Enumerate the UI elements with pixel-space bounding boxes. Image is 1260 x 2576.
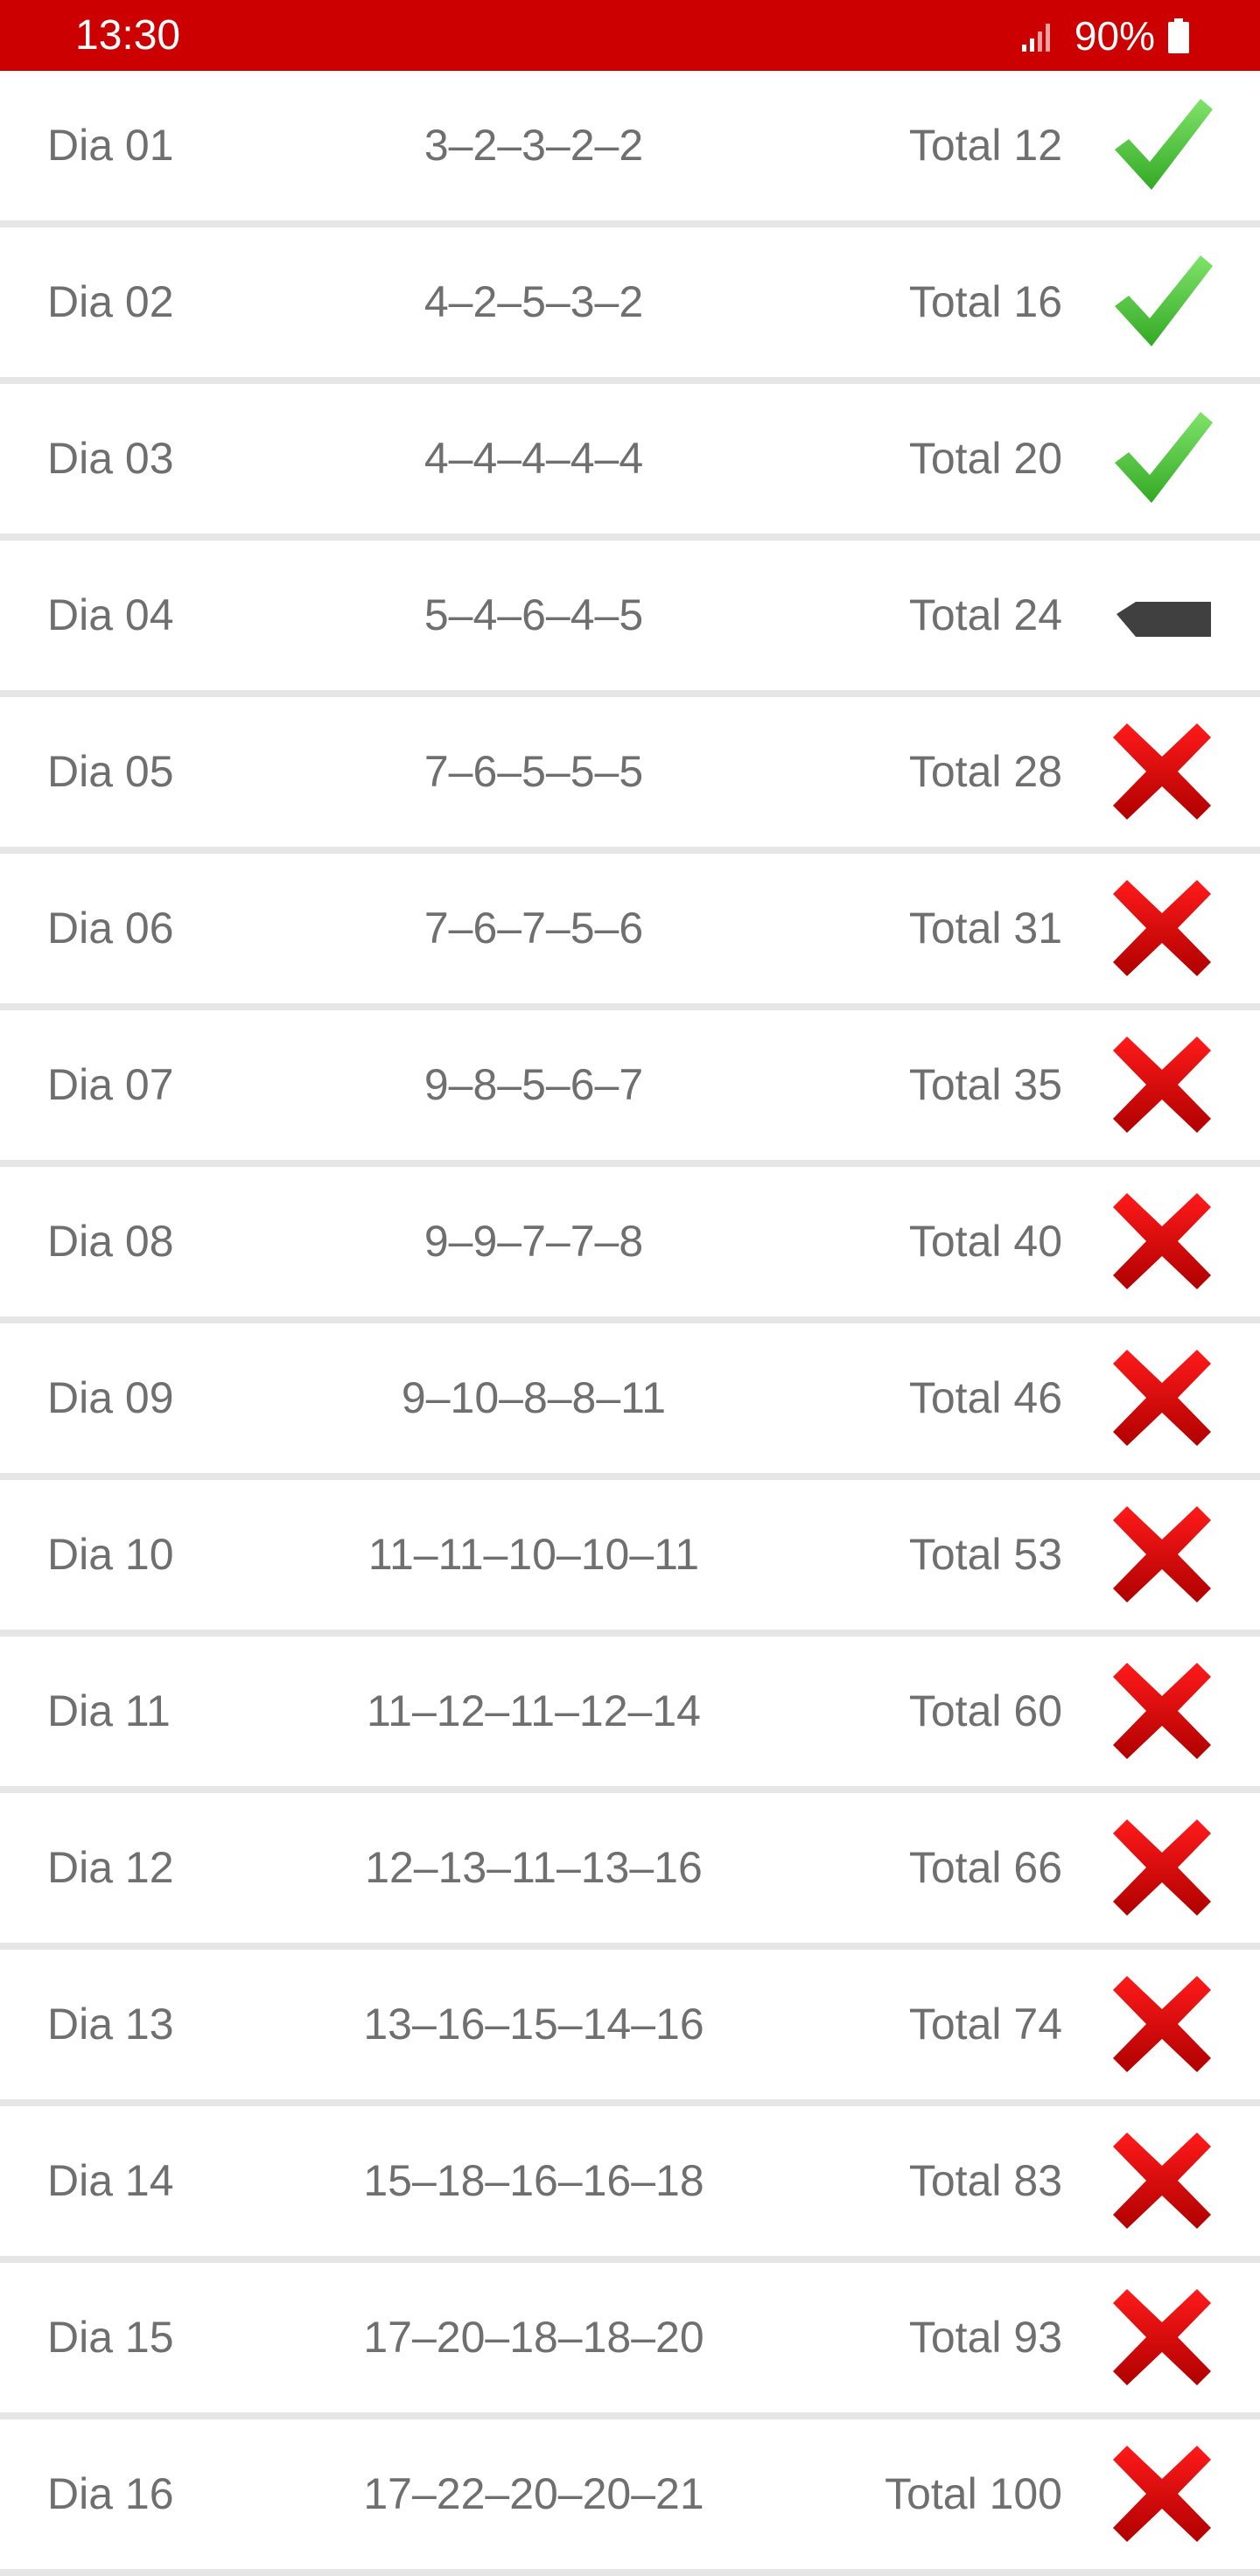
day-row[interactable]	[0, 2419, 1260, 2576]
cross-icon	[1110, 1191, 1214, 1292]
rep-sequence: 4–4–4–4–4	[424, 434, 644, 483]
day-row[interactable]	[0, 2263, 1260, 2419]
day-label: Dia 16	[47, 2469, 174, 2518]
workout-day-list	[0, 71, 1260, 2576]
cross-icon	[1110, 722, 1214, 822]
rep-sequence: 7–6–7–5–6	[424, 904, 644, 953]
day-total: Total 74	[908, 2000, 1062, 2049]
day-total: Total 46	[908, 1373, 1062, 1422]
day-label: Dia 15	[47, 2313, 174, 2362]
cross-icon	[1110, 1504, 1214, 1605]
rep-sequence: 9–8–5–6–7	[424, 1060, 644, 1109]
day-row[interactable]	[0, 227, 1260, 384]
rep-sequence: 17–22–20–20–21	[363, 2469, 704, 2518]
day-row[interactable]	[0, 854, 1260, 1010]
day-row[interactable]	[0, 2106, 1260, 2263]
rep-sequence: 11–12–11–12–14	[367, 1686, 701, 1735]
day-total: Total 16	[908, 277, 1062, 326]
cross-icon	[1110, 1974, 1214, 2075]
day-row[interactable]	[0, 1323, 1260, 1480]
checkmark-icon	[1110, 408, 1214, 509]
rep-sequence: 17–20–18–18–20	[363, 2313, 704, 2362]
day-label: Dia 05	[47, 747, 174, 796]
day-total: Total 66	[908, 1843, 1062, 1892]
status-bar	[0, 0, 1260, 71]
day-row[interactable]	[0, 1480, 1260, 1637]
day-row[interactable]	[0, 1010, 1260, 1167]
day-row[interactable]	[0, 1950, 1260, 2106]
day-label: Dia 08	[47, 1217, 174, 1266]
day-total: Total 53	[908, 1530, 1062, 1579]
rep-sequence: 9–9–7–7–8	[424, 1217, 644, 1266]
cross-icon	[1110, 1818, 1214, 1918]
rep-sequence: 12–13–11–13–16	[365, 1843, 703, 1892]
day-label: Dia 02	[47, 277, 174, 326]
day-label: Dia 12	[47, 1843, 174, 1892]
day-label: Dia 04	[47, 590, 174, 639]
status-time: 13:30	[75, 12, 181, 59]
day-label: Dia 03	[47, 434, 174, 483]
day-label: Dia 07	[47, 1060, 174, 1109]
day-row[interactable]	[0, 71, 1260, 227]
day-row[interactable]	[0, 541, 1260, 697]
day-label: Dia 13	[47, 2000, 174, 2049]
day-total: Total 35	[908, 1060, 1062, 1109]
rep-sequence: 11–11–10–10–11	[368, 1530, 700, 1579]
checkmark-icon	[1110, 95, 1214, 196]
status-right-group	[1020, 10, 1190, 61]
checkmark-icon	[1110, 252, 1214, 353]
battery-icon	[1167, 18, 1190, 53]
day-total: Total 24	[908, 590, 1062, 639]
day-row[interactable]	[0, 697, 1260, 854]
day-total: Total 20	[908, 434, 1062, 483]
day-total: Total 31	[908, 904, 1062, 953]
day-row[interactable]	[0, 1793, 1260, 1950]
day-row[interactable]	[0, 384, 1260, 541]
day-total: Total 12	[908, 121, 1062, 170]
signal-icon	[1020, 18, 1055, 53]
cross-icon	[1110, 878, 1214, 979]
day-total: Total 60	[908, 1686, 1062, 1735]
current-day-arrow-icon	[1110, 565, 1214, 666]
cross-icon	[1110, 1348, 1214, 1449]
day-label: Dia 01	[47, 121, 174, 170]
day-label: Dia 06	[47, 904, 174, 953]
rep-sequence: 13–16–15–14–16	[363, 2000, 704, 2049]
day-label: Dia 10	[47, 1530, 174, 1579]
battery-percentage: 90%	[1074, 13, 1155, 59]
rep-sequence: 15–18–16–16–18	[363, 2156, 704, 2205]
day-total: Total 40	[908, 1217, 1062, 1266]
rep-sequence: 5–4–6–4–5	[424, 590, 644, 639]
rep-sequence: 7–6–5–5–5	[424, 747, 644, 796]
day-total: Total 100	[885, 2469, 1062, 2518]
rep-sequence: 4–2–5–3–2	[424, 277, 644, 326]
day-label: Dia 11	[47, 1686, 171, 1735]
day-total: Total 93	[908, 2313, 1062, 2362]
day-total: Total 28	[908, 747, 1062, 796]
day-row[interactable]	[0, 1637, 1260, 1793]
day-label: Dia 14	[47, 2156, 174, 2205]
cross-icon	[1110, 2444, 1214, 2545]
cross-icon	[1110, 2131, 1214, 2231]
cross-icon	[1110, 2287, 1214, 2388]
day-total: Total 83	[908, 2156, 1062, 2205]
day-row[interactable]	[0, 1167, 1260, 1323]
rep-sequence: 3–2–3–2–2	[424, 121, 644, 170]
cross-icon	[1110, 1661, 1214, 1762]
rep-sequence: 9–10–8–8–11	[401, 1373, 667, 1422]
day-label: Dia 09	[47, 1373, 174, 1422]
cross-icon	[1110, 1035, 1214, 1135]
